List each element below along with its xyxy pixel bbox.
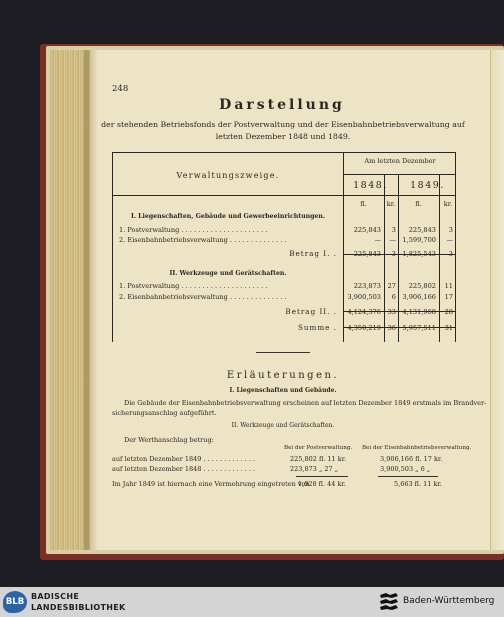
data-table bbox=[112, 152, 456, 342]
subtotal-1-label: Betrag I. . bbox=[289, 249, 337, 258]
explanations-title: Erläuterungen. bbox=[226, 370, 340, 381]
value-row-1849-label: auf letzten Dezember 1849 . . . . . . . . . . . . . bbox=[112, 455, 256, 463]
cell-fl-1848: 223,873 bbox=[353, 282, 381, 290]
cell-kr-1848: 36 bbox=[387, 324, 396, 332]
cell-fl-1848: 225,843 bbox=[353, 250, 381, 258]
cell-kr-1848: 6 bbox=[391, 293, 396, 301]
header-administration-branches: Verwaltungszweige. bbox=[176, 171, 280, 180]
cell-fl-1848: 4,350,219 bbox=[347, 324, 381, 332]
cell-kr-1849: 3 bbox=[448, 250, 453, 258]
cell-kr-1849: 28 bbox=[444, 308, 453, 316]
cell-kr-1849: 31 bbox=[444, 324, 453, 332]
footer-bar bbox=[0, 587, 504, 617]
cell-fl-1849: 1,825,543 bbox=[402, 250, 436, 258]
col-post-header: Bei der Postverwaltung. bbox=[284, 445, 353, 451]
cell-kr-1848: 27 bbox=[387, 282, 396, 290]
cell-kr-1849: 3 bbox=[448, 226, 453, 234]
sum-rule-rail bbox=[378, 476, 438, 477]
cell-kr-1848: 33 bbox=[387, 308, 396, 316]
cell-kr-1848: 3 bbox=[391, 250, 396, 258]
value-row-1848-rail: 3,900,503 „ 6 „ bbox=[380, 465, 431, 473]
sum-rule-post bbox=[296, 476, 348, 477]
header-year-1849: 1849. bbox=[410, 180, 445, 191]
page-title: Darstellung bbox=[219, 97, 345, 113]
subtitle-line-1: der stehenden Betriebsfonds der Postverwaltung und der Eisenbahnbetriebsverwaltung auf bbox=[101, 120, 465, 129]
unit-kr-1849: kr. bbox=[443, 200, 453, 208]
value-intro: Der Werthanschlag betrug: bbox=[124, 436, 214, 444]
value-row-1849-post: 225,802 fl. 11 kr. bbox=[290, 455, 347, 463]
divider-rule bbox=[256, 352, 310, 353]
value-row-1849-rail: 3,906,166 fl. 17 kr. bbox=[380, 455, 443, 463]
total-label: Summe . bbox=[297, 323, 337, 332]
cell-fl-1848: 225,843 bbox=[353, 226, 381, 234]
baden-wuerttemberg-lions-icon bbox=[378, 592, 400, 612]
subtitle-line-2: letzten Dezember 1848 und 1849. bbox=[215, 132, 351, 141]
cell-kr-1848: — bbox=[389, 236, 396, 244]
row-label: 1. Postverwaltung . . . . . . . . . . . . . . . . . . . . . bbox=[119, 282, 268, 290]
section-2-heading: II. Werkzeuge und Gerätschaften. bbox=[169, 270, 287, 277]
value-row-1848-post: 223,873 „ 27 „ bbox=[290, 465, 339, 473]
col-rail-header: Bei der Eisenbahnbetriebsverwaltung. bbox=[362, 445, 472, 451]
row-label: 2. Eisenbahnbetriebsverwaltung . . . . . . . . . . . . . . bbox=[119, 293, 287, 301]
cell-fl-1849: 1,599,700 bbox=[402, 236, 436, 244]
blb-logo[interactable]: BLB bbox=[3, 591, 27, 613]
header-last-december: Am letzten Dezember bbox=[364, 157, 436, 165]
cell-fl-1848: 3,900,503 bbox=[347, 293, 381, 301]
cell-fl-1849: 225,843 bbox=[408, 226, 436, 234]
org-name-line-2: LANDESBIBLIOTHEK bbox=[31, 603, 126, 612]
cell-kr-1848: 3 bbox=[391, 226, 396, 234]
explanation-para-1-line-2: sicherungsanschlag aufgeführt. bbox=[112, 409, 217, 417]
cell-fl-1849: 4,131,968 bbox=[402, 308, 436, 316]
unit-fl-1848: fl. bbox=[360, 200, 367, 208]
explanation-para-1-line-1: Die Gebäude der Eisenbahnbetriebsverwaltung erscheinen auf letzten Dezember 1849 erstmals im Brandver- bbox=[124, 399, 487, 407]
increase-rail: 5,663 fl. 11 kr. bbox=[394, 480, 442, 488]
explanation-section-1: I. Liegenschaften und Gebäude. bbox=[229, 387, 337, 394]
unit-kr-1848: kr. bbox=[386, 200, 396, 208]
explanation-section-2: II. Werkzeuge und Gerätschaften. bbox=[231, 422, 335, 429]
cell-kr-1849: — bbox=[446, 236, 453, 244]
cell-fl-1848: — bbox=[374, 236, 381, 244]
header-year-1848: 1848. bbox=[353, 180, 388, 191]
increase-text: Im Jahr 1849 ist hiernach eine Vermehrung eingetreten von bbox=[112, 480, 310, 488]
value-row-1848-label: auf letzten Dezember 1848 . . . . . . . . . . . . . bbox=[112, 465, 256, 473]
state-name: Baden-Württemberg bbox=[403, 596, 495, 606]
cell-fl-1849: 225,802 bbox=[408, 282, 436, 290]
row-label: 2. Eisenbahnbetriebsverwaltung . . . . . . . . . . . . . . bbox=[119, 236, 287, 244]
cell-fl-1848: 4,124,376 bbox=[347, 308, 381, 316]
cell-kr-1849: 11 bbox=[444, 282, 453, 290]
cell-fl-1849: 5,957,511 bbox=[402, 324, 436, 332]
row-label: 1. Postverwaltung . . . . . . . . . . . . . . . . . . . . . bbox=[119, 226, 268, 234]
increase-post: 1,928 fl. 44 kr. bbox=[298, 480, 346, 488]
page-number: 248 bbox=[112, 84, 129, 94]
cell-kr-1849: 17 bbox=[444, 293, 453, 301]
subtotal-2-label: Betrag II. . bbox=[285, 307, 337, 316]
org-name-line-1: BADISCHE bbox=[31, 592, 80, 601]
section-1-heading: I. Liegenschaften, Gebäude und Gewerbeeinrichtungen. bbox=[130, 213, 325, 220]
cell-fl-1849: 3,906,166 bbox=[402, 293, 436, 301]
unit-fl-1849: fl. bbox=[415, 200, 422, 208]
